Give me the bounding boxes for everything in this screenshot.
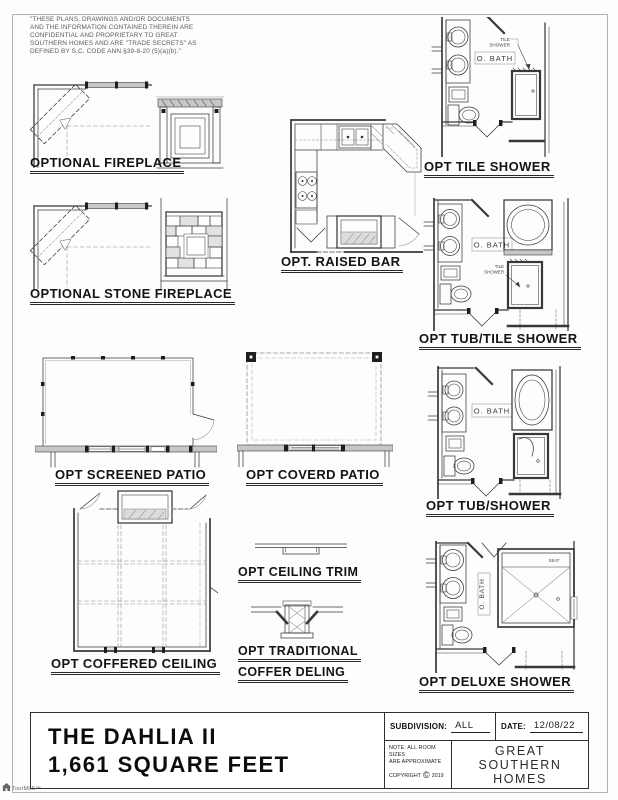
room-label: O. BATH [479, 578, 486, 610]
room-label: O. BATH [473, 406, 511, 416]
section-label-opt-raised-bar: OPT. RAISED BAR [281, 254, 403, 273]
title-block-plan-name-cell [31, 713, 385, 788]
disclaimer-line: CONFIDENTIAL AND PROPRIETARY TO GREAT [30, 32, 178, 39]
tub-shower-bath-drawing [426, 366, 568, 499]
tub-icon [504, 200, 552, 255]
corner-fireplace-unit [30, 84, 89, 143]
section-label-opt-traditional-line2: COFFER DELING [238, 665, 348, 683]
note-cell [385, 741, 452, 788]
vanity-double-sink [440, 545, 466, 603]
house-wall [237, 445, 393, 452]
section-label-opt-tub-shower: OPT TUB/SHOWER [426, 498, 554, 517]
subdivision-value: ALL [451, 720, 490, 733]
plan-name: THE DAHLIA II [48, 724, 217, 749]
section-label-opt-ceiling-trim: OPT CEILING TRIM [238, 565, 361, 583]
range-icon [296, 172, 317, 208]
optional-stone-fireplace-plan-drawing [30, 201, 152, 289]
subdivision-cell [385, 713, 496, 740]
disclaimer-line: AND THE INFORMATION CONTAINED THEREIN ARE [30, 24, 194, 31]
date-value: 12/08/22 [530, 720, 583, 733]
mls-logo-text: TourMLS™ [12, 786, 42, 792]
tile-shower-annotation-line1: TILE [500, 37, 510, 42]
section-label-opt-deluxe-shower: OPT DELUXE SHOWER [419, 674, 574, 693]
stone-fireplace-elevation-drawing [158, 198, 230, 290]
firebox [184, 234, 208, 258]
patio-post [372, 352, 382, 362]
title-block [30, 712, 589, 789]
shower-stall [514, 434, 548, 478]
section-label-opt-tile-shower: OPT TILE SHOWER [424, 159, 554, 178]
disclaimer-line: SOUTHERN HOMES AND ARE "TRADE SECRETS" AS [30, 40, 197, 47]
deluxe-shower-stall [498, 549, 574, 627]
toilet-icon [442, 625, 472, 645]
section-label-opt-tub-tile-shower: OPT TUB/TILE SHOWER [419, 331, 581, 350]
coffer-bracing [289, 607, 305, 633]
ceiling-trim-section-drawing [255, 541, 347, 563]
shower-stall [508, 259, 542, 308]
tub-tile-shower-bath-drawing [420, 198, 576, 331]
tile-shower-bath-drawing [430, 17, 558, 157]
toilet-icon [444, 456, 474, 476]
disclaimer-line: "THESE PLANS, DRAWINGS AND/OR DOCUMENTS [30, 16, 190, 23]
traditional-coffer-section-drawing [251, 597, 343, 645]
section-label-optional-fireplace: OPTIONAL FIREPLACE [30, 155, 184, 174]
note-line: NOTE: ALL ROOM SIZES [389, 745, 436, 759]
title-block-info [385, 713, 588, 788]
copyright-label: COPYRIGHT [389, 772, 422, 779]
corner-fireplace-unit [30, 205, 89, 264]
tile-shower-annotation-line2: SHOWER [489, 42, 510, 48]
coffer-grid [78, 523, 206, 647]
section-label-opt-coverd-patio: OPT COVERD PATIO [246, 467, 383, 486]
toilet-icon [440, 284, 471, 304]
company-name-line: GREAT [494, 744, 546, 758]
raised-bar-kitchen-drawing [287, 112, 423, 254]
screened-patio-drawing [35, 352, 217, 468]
coffered-ceiling-drawing [66, 489, 218, 655]
seat-label: SEAT [548, 558, 560, 563]
vanity-double-sink [442, 374, 466, 432]
mls-logo [2, 783, 41, 792]
date-label: DATE: [501, 722, 526, 731]
disclaimer-line: DEFINED BY S.C. CODE ANN.§39-8-20 (5)(a)(b)." [30, 48, 181, 55]
section-label-optional-stone-fireplace: OPTIONAL STONE FIREPLACE [30, 286, 235, 305]
coverd-patio-drawing [237, 347, 393, 467]
deluxe-shower-bath-drawing [426, 541, 578, 673]
copyright-icon: © [423, 770, 430, 781]
room-label: O. BATH [476, 54, 514, 63]
company-cell [452, 741, 588, 788]
plan-square-feet: 1,661 SQUARE FEET [48, 752, 290, 778]
kitchen-island-bar [118, 491, 172, 523]
section-label-opt-screened-patio: OPT SCREENED PATIO [55, 467, 209, 486]
note-line: ARE APPROXIMATE [389, 759, 442, 766]
house-wall [35, 446, 217, 453]
room-label: O. BATH [473, 240, 511, 250]
shower-stall [512, 68, 540, 119]
island-raised-bar [337, 216, 381, 248]
company-name-line: HOMES [493, 771, 547, 786]
kitchen-sink-icon [339, 126, 371, 148]
tile-shower-annotation-line2: SHOWER [484, 269, 504, 275]
house-icon [2, 783, 11, 792]
company-name-line: SOUTHERN [478, 757, 562, 772]
disclaimer-text [30, 16, 235, 56]
raised-bar-counter [383, 124, 421, 172]
patio-post [246, 352, 256, 362]
tub-icon [512, 370, 552, 430]
section-label-opt-coffered-ceiling: OPT COFFERED CEILING [51, 656, 220, 675]
copyright-row [389, 771, 448, 780]
subdivision-label: SUBDIVISION: [390, 722, 448, 731]
vanity-double-sink [438, 204, 462, 262]
firebox [171, 114, 209, 158]
section-label-opt-traditional-line1: OPT TRADITIONAL [238, 644, 361, 662]
tile-shower-annotation-line1: TILE [494, 264, 504, 269]
vanity-double-sink [446, 20, 470, 83]
date-cell [496, 713, 588, 740]
copyright-year: 2019 [431, 772, 444, 779]
